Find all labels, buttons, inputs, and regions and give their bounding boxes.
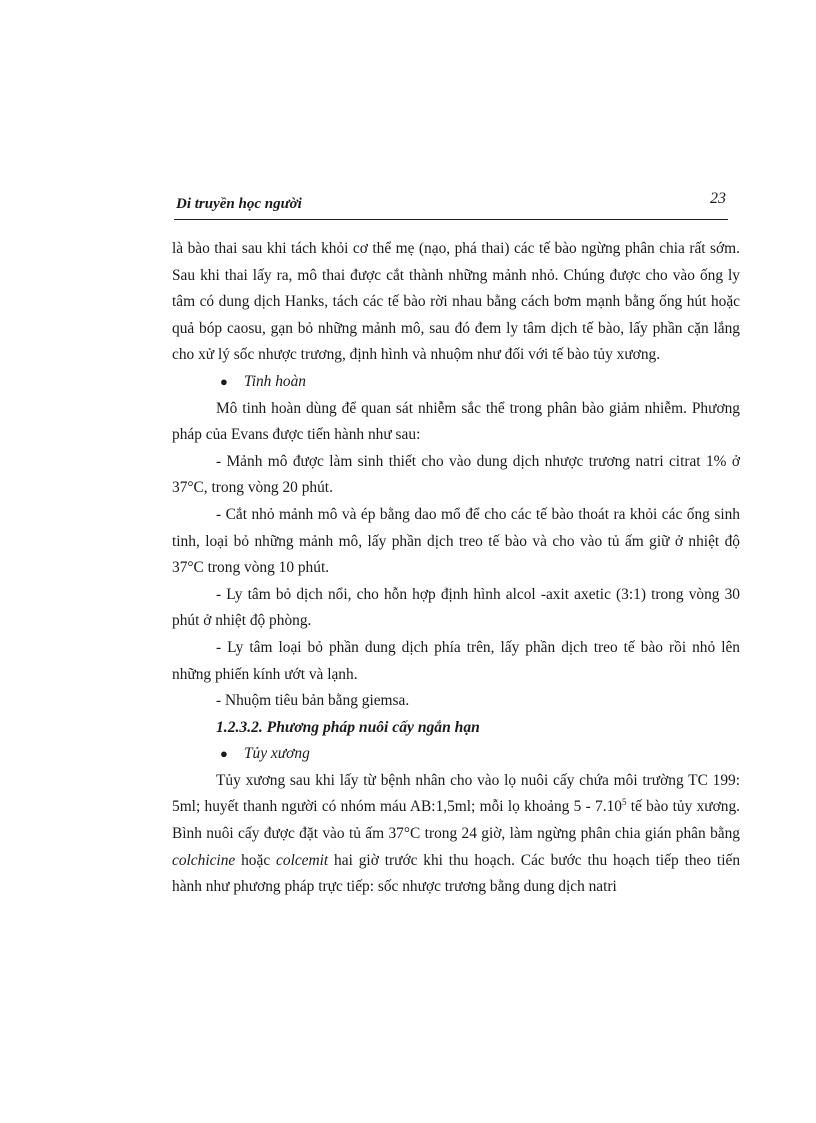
paragraph-evans: Mô tinh hoàn dùng để quan sát nhiễm sắc thể trong phân bào giảm nhiễm. Phương pháp của Evans được tiến hành như sau: xyxy=(172,399,740,444)
bullet-dot-icon: ● xyxy=(220,373,228,389)
bullet-label: Tinh hoàn xyxy=(244,372,307,390)
paragraph-continuation: là bào thai sau khi tách khỏi cơ thể mẹ (nạo, phá thai) các tế bào ngừng phân chia rất sớm. Sau khi thai lấy ra, mô thai được cắt thành những mảnh nhỏ. Chúng được cho vào ống ly tâm có dung dịch Hanks, tách các tế bào rời nhau bằng cách bơm mạnh bằng ống hút hoặc quả bóp caosu, gạn bỏ những mảnh mô, sau đó đem ly tâm dịch tế bào, lấy phần cặn lắng cho xử lý sốc nhược trương, định hình và nhuộm như đối với tế bào tủy xương. xyxy=(172,240,740,364)
text-run: hoặc xyxy=(235,851,277,869)
header-rule xyxy=(174,219,728,220)
italic-term: colcemit xyxy=(276,851,329,869)
superscript: 5 xyxy=(621,797,627,808)
paragraph-culture xyxy=(172,768,740,901)
section-heading: 1.2.3.2. Phương pháp nuôi cấy ngắn hạn xyxy=(216,718,480,736)
body-text xyxy=(172,236,740,901)
step-item: - Cắt nhỏ mảnh mô và ép bằng dao mổ để cho các tế bào thoát ra khỏi các ống sinh tinh, loại bỏ những mảnh mô, lấy phần dịch treo tế bào và cho vào tủ ấm giữ ở nhiệt độ 37°C trong vòng 10 phút. xyxy=(172,505,740,577)
bullet-item-tuy-xuong xyxy=(172,741,740,768)
running-header xyxy=(176,190,728,214)
header-book-title: Di truyền học người xyxy=(176,196,302,212)
text-run: Tủy xương sau khi lấy từ bệnh nhân cho vào lọ nuôi cấy chứa môi trường TC 199: 5ml; huyết thanh người có nhóm máu AB:1,5ml; mỗi lọ khoảng 5 - 7.10 xyxy=(172,771,740,816)
step-item: - Ly tâm loại bỏ phần dung dịch phía trên, lấy phần dịch treo tế bào rồi nhỏ lên những phiến kính ướt và lạnh. xyxy=(172,638,740,683)
italic-term: colchicine xyxy=(172,851,236,869)
text-run: tế bào tủy xương. Bình nuôi cấy được đặt vào tủ ấm 37°C trong 24 giờ, làm ngừng phân chia gián phân bằng xyxy=(172,798,740,843)
step-item: - Nhuộm tiêu bản bằng giemsa. xyxy=(216,692,410,710)
text-run: hai giờ trước khi thu hoạch. Các bước thu hoạch tiếp theo tiến hành như phương pháp trực tiếp: sốc nhược trương bằng dung dịch natri xyxy=(172,851,741,896)
bullet-dot-icon: ● xyxy=(220,746,228,762)
bullet-label: Tủy xương xyxy=(244,745,310,763)
step-item: - Mảnh mô được làm sinh thiết cho vào dung dịch nhược trương natri citrat 1% ở 37°C, trong vòng 20 phút. xyxy=(172,452,740,497)
bullet-item-tinh-hoan xyxy=(172,369,740,396)
step-item: - Ly tâm bỏ dịch nổi, cho hỗn hợp định hình alcol -axit axetic (3:1) trong vòng 30 phút ở nhiệt độ phòng. xyxy=(172,585,740,630)
page-number: 23 xyxy=(710,190,726,207)
